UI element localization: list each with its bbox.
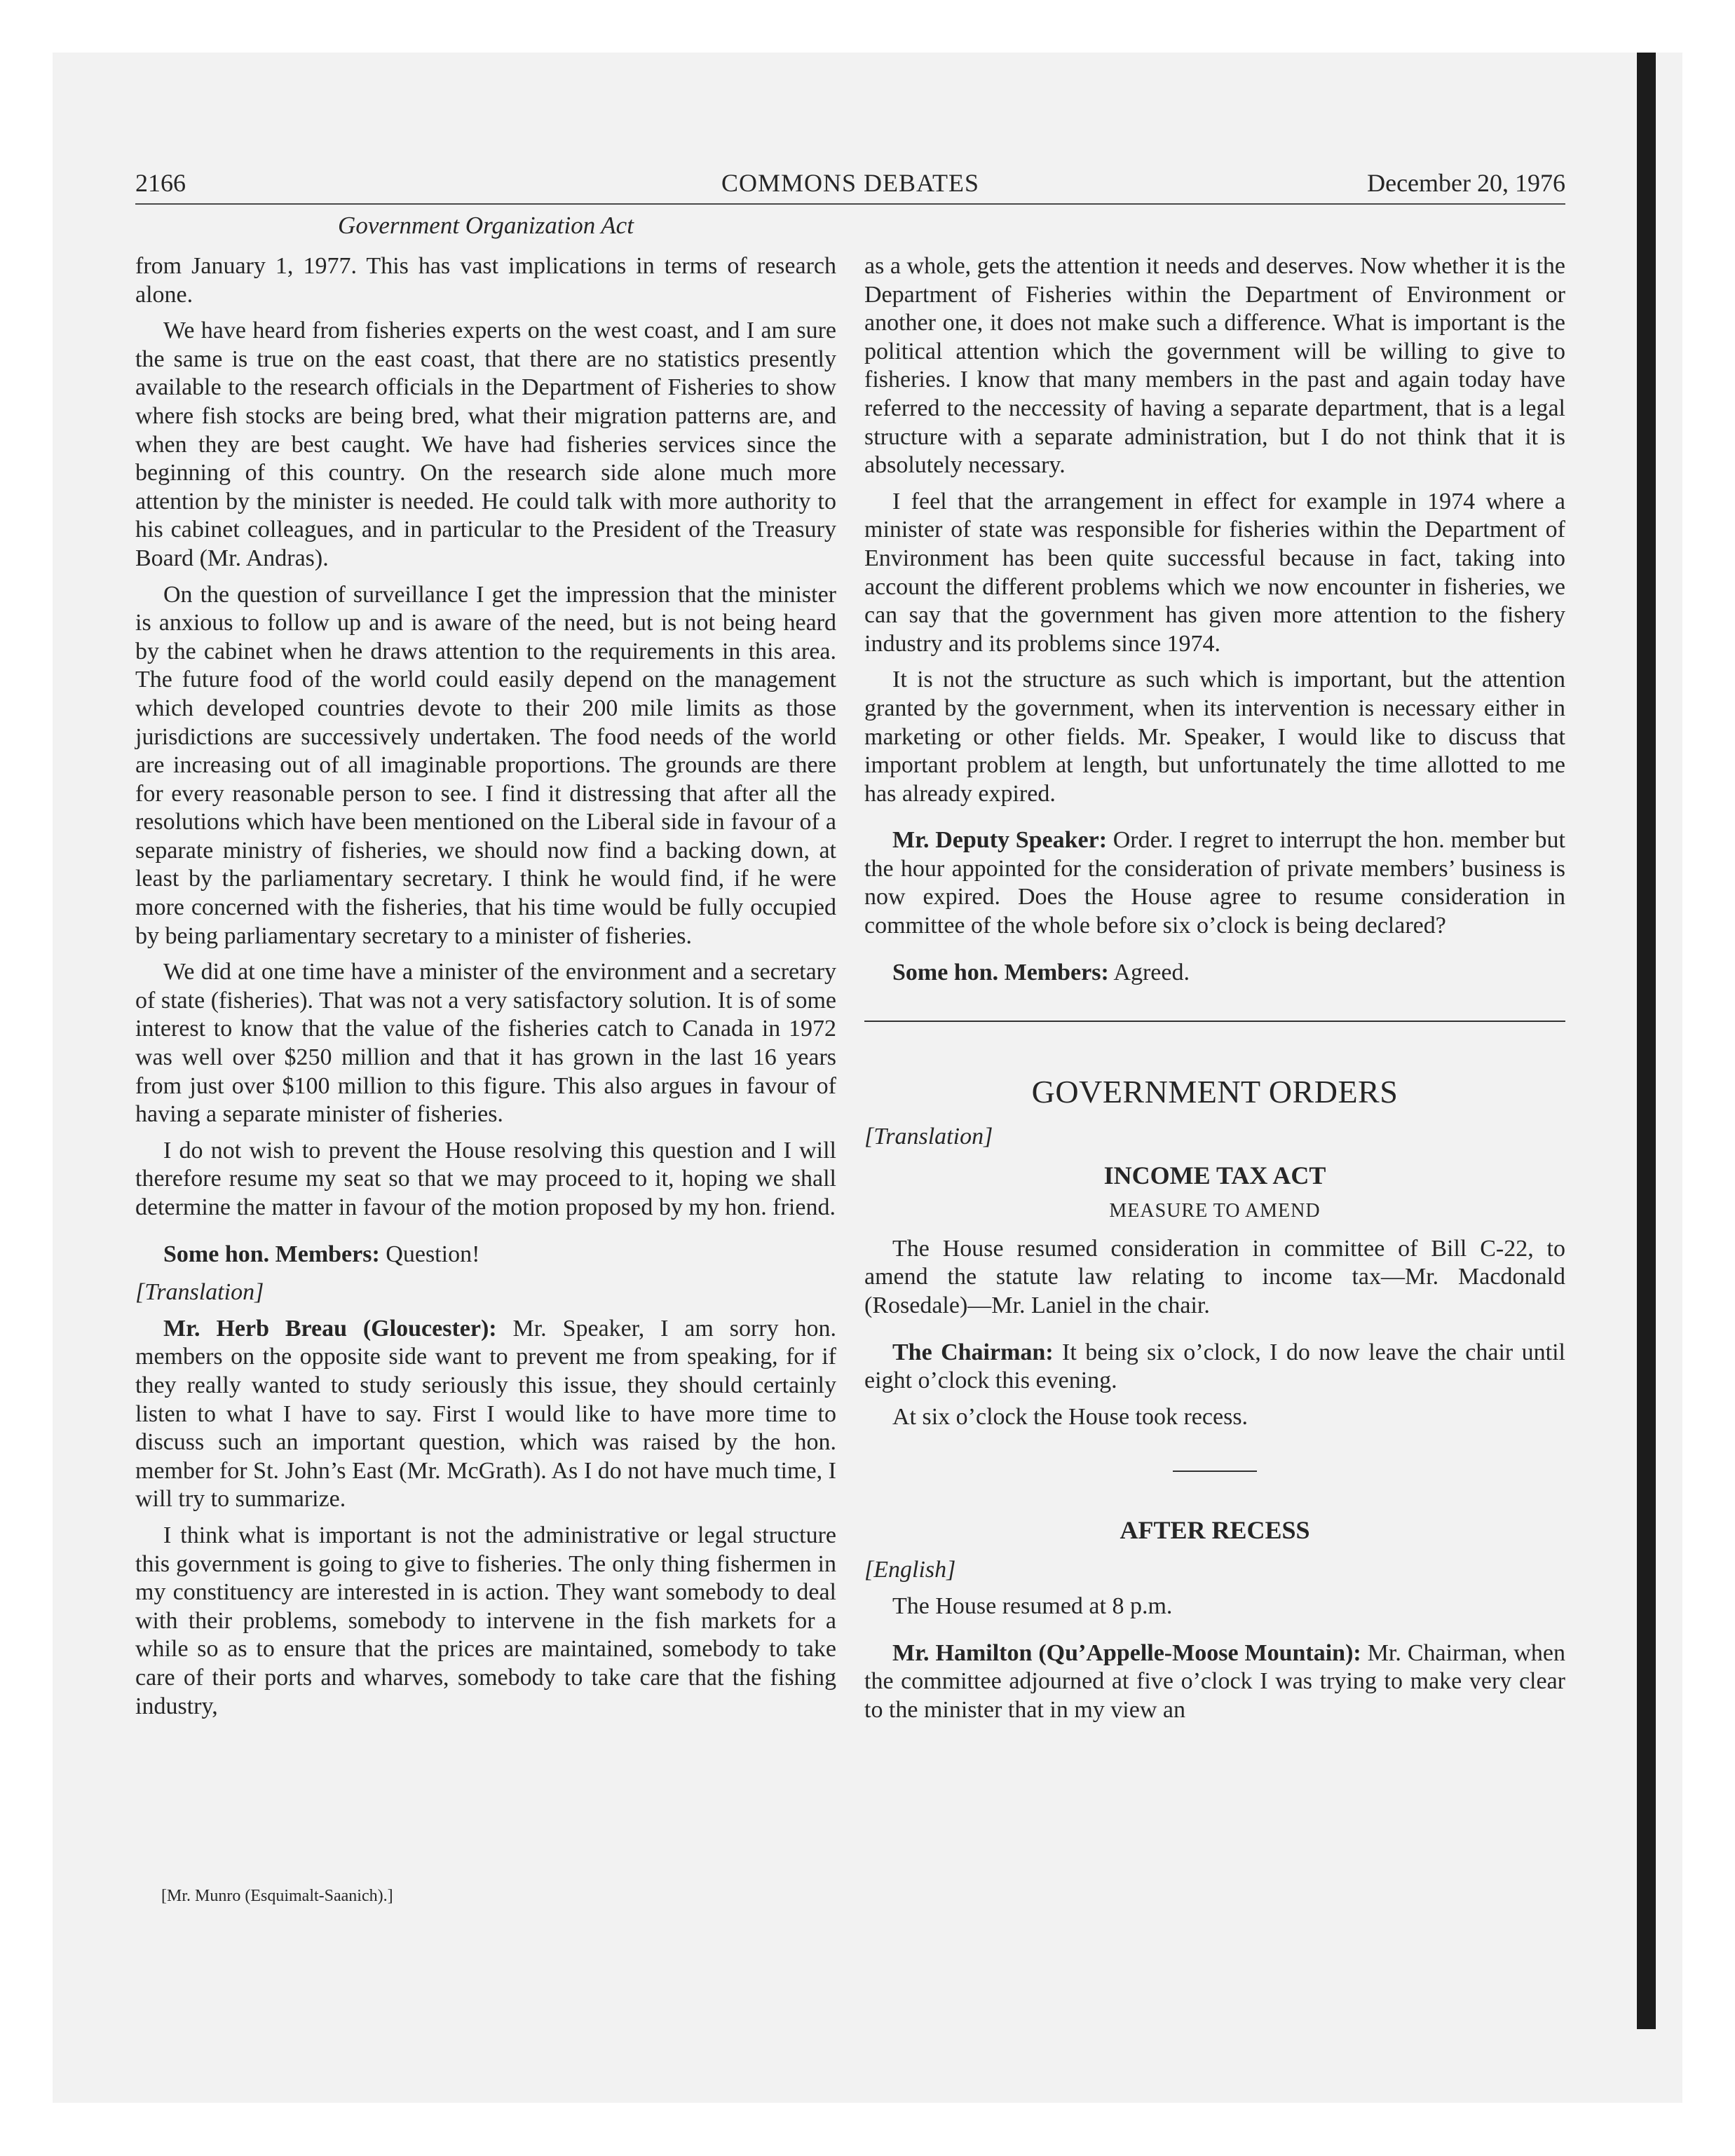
paragraph: as a whole, gets the attention it needs and deserves. Now whether it is the Department of Fisheries within the Department of Environment or another one, it does not make such a difference. What is important is the political attention which the government will be willing to give to fisheries. I know that many members in the past and again today have referred to the neccessity of having a separate department, that is a legal structure with a separate administration, but I do not think that it is absolutely necessary. <box>864 253 1565 479</box>
speech-paragraph <box>135 1315 836 1514</box>
running-header <box>135 163 1565 205</box>
left-column <box>135 252 836 1728</box>
speech-paragraph <box>864 1639 1565 1725</box>
language-tag: [Translation] <box>135 1279 264 1306</box>
short-divider <box>1173 1471 1257 1472</box>
speaker-name: Mr. Herb Breau (Gloucester): <box>163 1315 497 1342</box>
speech-text: Mr. Speaker, I am sorry hon. members on the opposite side want to prevent me from speaking, for if they really wanted to study seriously this issue, they should certainly listen to what I have to say. First I would like to have more time to discuss such an important question, which was raised by the hon. member for St. John’s East (Mr. McGrath). As I do not have much time, I will try to summarize. <box>135 1315 836 1513</box>
paragraph: On the question of surveillance I get the impression that the minister is anxious to follow up and is aware of the need, but is not being heard by the cabinet when he draws attention to the requirements in this area. The future food of the world could easily depend on the management which developed countries devote to their 200 mile limits as those jurisdictions are successively undertaken. The food needs of the world are increasing out of all imaginable proportions. The grounds are there for every reasonable person to see. I find it distressing that after all the resolutions which have been mentioned on the Liberal side in favour of a separate ministry of fisheries, we should now find a backing down, at least by the parliamentary secretary. I think he would find, if he were more concerned with the fisheries, that his time would be fully occupied by being parliamentary secretary to a minister of fisheries. <box>135 581 836 949</box>
page-number: 2166 <box>135 169 186 197</box>
speaker-name: The Chairman: <box>892 1339 1054 1365</box>
paragraph: It is not the structure as such which is important, but the attention granted by the government, when its intervention is necessary either in marketing or other fields. Mr. Speaker, I would like to discuss that important problem at length, but unfortunately the time allotted to me has already expired. <box>864 667 1565 807</box>
heading-government-orders: GOVERNMENT ORDERS <box>1031 1074 1399 1110</box>
speech-paragraph <box>864 959 1565 988</box>
speaker-name: Mr. Hamilton (Qu’Appelle-Moose Mountain): <box>892 1639 1361 1666</box>
heading-after-recess: AFTER RECESS <box>1120 1516 1310 1545</box>
heading-measure-to-amend: MEASURE TO AMEND <box>1109 1199 1321 1222</box>
paragraph: At six o’clock the House took recess. <box>892 1403 1248 1430</box>
speaker-name: Mr. Deputy Speaker: <box>892 827 1108 854</box>
speech-text: Order. I regret to interrupt the hon. member but the hour appointed for the consideration of private members’ business is now expired. Does the House agree to resume consideration in committee of the whole before six o’clock is being declared? <box>864 827 1565 939</box>
speaker-name: Some hon. Members: <box>892 959 1109 985</box>
paragraph: I think what is important is not the administrative or legal structure this government is going to give to fisheries. The only thing fishermen in my constituency are interested in is action. They want somebody to deal with their problems, somebody to intervene in the fish markets for a while so as to ensure that the prices are maintained, somebody to take care of their ports and wharves, somebody to take care that the fishing industry, <box>135 1522 836 1719</box>
paragraph: The House resumed at 8 p.m. <box>892 1593 1173 1619</box>
paragraph: The House resumed consideration in committee of Bill C-22, to amend the statute law relating to income tax—Mr. Macdonald (Rosedale)—Mr. Laniel in the chair. <box>864 1235 1565 1319</box>
speech-text: It being six o’clock, I do now leave the chair until eight o’clock this evening. <box>864 1339 1565 1394</box>
speech-text: Question! <box>379 1241 480 1267</box>
language-tag: [English] <box>864 1557 956 1583</box>
right-column <box>864 252 1565 1732</box>
paragraph: I feel that the arrangement in effect for example in 1974 where a minister of state was responsible for fisheries within the Department of Environment has been quite successful because in fact, taking into account the different problems which we now encounter in fisheries, we can say that the government has given more attention to the fishery industry and its problems since 1974. <box>864 488 1565 657</box>
binding-shadow <box>1637 53 1656 2029</box>
paragraph: from January 1, 1977. This has vast implications in terms of research alone. <box>135 253 836 308</box>
section-title: Government Organization Act <box>338 212 634 239</box>
language-tag: [Translation] <box>864 1124 993 1150</box>
journal-title: COMMONS DEBATES <box>721 169 980 197</box>
speech-paragraph <box>864 826 1565 940</box>
speech-text: Mr. Chairman, when the committee adjourned at five o’clock I was trying to make very clear to the minister that in my view an <box>864 1639 1565 1723</box>
issue-date: December 20, 1976 <box>1367 169 1565 197</box>
speaker-footnote: [Mr. Munro (Esquimalt-Saanich).] <box>161 1887 393 1905</box>
paragraph: We did at one time have a minister of the environment and a secretary of state (fisheries). That was not a very satisfactory solution. It is of some interest to know that the value of the fisheries catch to Canada in 1972 was well over $250 million and that it has grown in the last 16 years from just over $100 million to this figure. This also argues in favour of having a separate minister of fisheries. <box>135 959 836 1128</box>
section-divider <box>864 1021 1565 1022</box>
paragraph: We have heard from fisheries experts on the west coast, and I am sure the same is true on the east coast, that there are no statistics presently available to the research officials in the Department of Fisheries to show where fish stocks are being bred, what their migration patterns are, and when they are best caught. We have had fisheries services since the beginning of this country. On the research side alone much more attention by the minister is needed. He could talk with more authority to his cabinet colleagues, and in particular to the President of the Treasury Board (Mr. Andras). <box>135 318 836 571</box>
speech-paragraph <box>135 1241 836 1269</box>
speech-paragraph <box>864 1339 1565 1396</box>
speech-text: Agreed. <box>1108 959 1190 985</box>
paragraph: I do not wish to prevent the House resolving this question and I will therefore resume my seat so that we may proceed to it, hoping we shall determine the matter in favour of the motion proposed by my hon. friend. <box>135 1137 836 1220</box>
heading-income-tax-act: INCOME TAX ACT <box>1103 1161 1326 1189</box>
speaker-name: Some hon. Members: <box>163 1241 380 1267</box>
